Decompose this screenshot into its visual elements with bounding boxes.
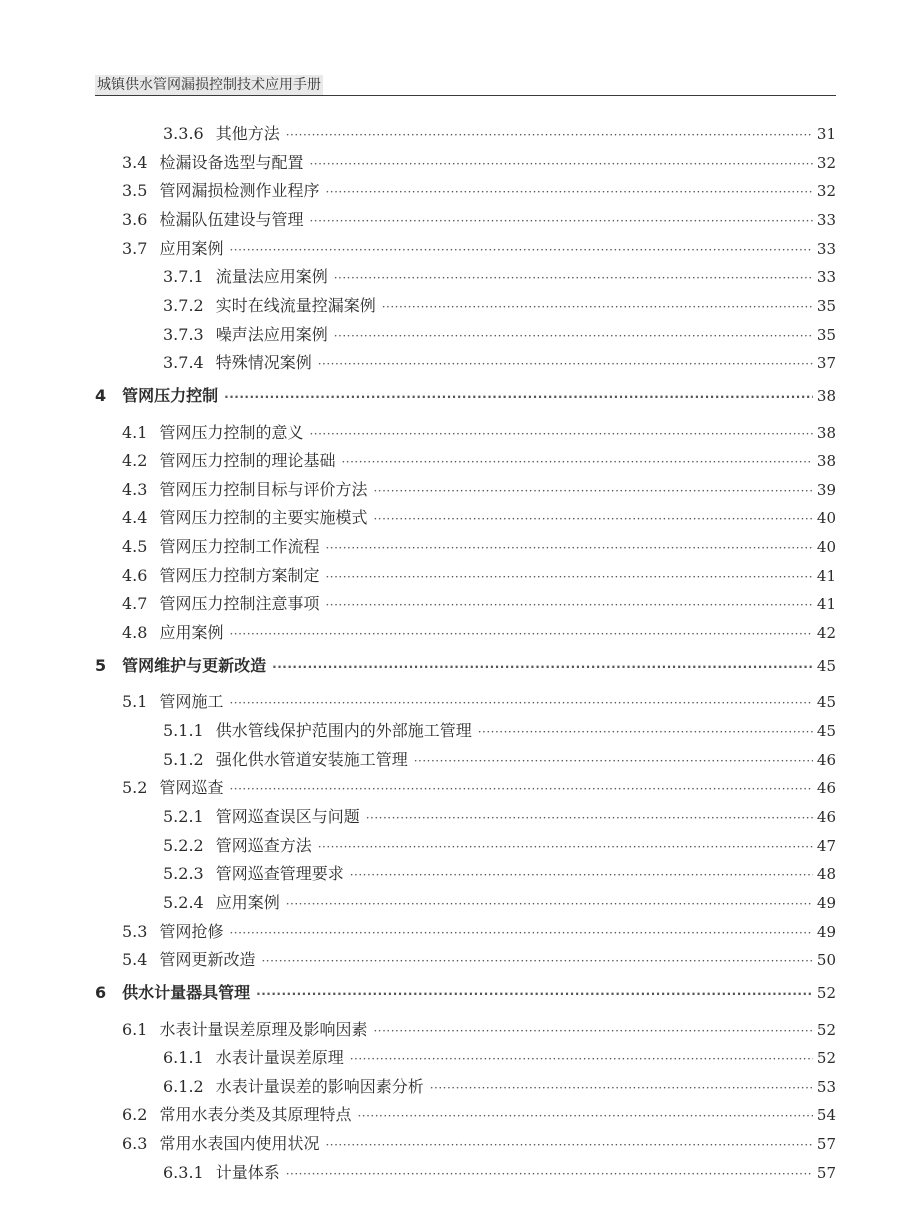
toc-leader-dots	[229, 690, 812, 716]
toc-entry-title: 强化供水管道安装施工管理	[215, 749, 408, 769]
toc-entry-page-number: 38	[816, 452, 836, 471]
toc-entry-number: 5.2.3	[163, 864, 204, 884]
running-header	[95, 75, 836, 96]
toc-leader-dots	[229, 621, 812, 647]
toc-section-entry[interactable]	[122, 505, 836, 531]
toc-subsection-entry[interactable]	[163, 322, 836, 348]
toc-entry-number: 5.2.1	[163, 806, 204, 826]
toc-entry-number: 6.3.1	[163, 1162, 204, 1182]
toc-entry-number: 3.7.3	[163, 324, 204, 344]
toc-entry-number: 5.1.2	[163, 749, 204, 769]
toc-entry-title: 噪声法应用案例	[215, 324, 328, 344]
toc-leader-dots	[373, 1018, 812, 1044]
toc-entry-title: 水表计量误差原理及影响因素	[159, 1019, 368, 1039]
toc-entry-page-number: 41	[816, 566, 836, 585]
toc-subsection-entry[interactable]	[163, 747, 836, 773]
toc-entry-page-number: 49	[816, 922, 836, 941]
toc-entry-number: 4.5	[122, 537, 148, 557]
toc-entry-title: 特殊情况案例	[215, 353, 312, 373]
toc-entry-number: 5.2.2	[163, 835, 204, 855]
toc-entry-page-number: 32	[816, 153, 836, 172]
toc-entry-title: 管网施工	[159, 692, 224, 712]
toc-entry-title: 管网压力控制	[122, 385, 219, 405]
toc-entry-number: 3.7.2	[163, 295, 204, 315]
toc-leader-dots	[350, 1046, 813, 1072]
toc-subsection-entry[interactable]	[163, 264, 836, 290]
toc-entry-page-number: 57	[816, 1135, 836, 1154]
toc-entry-number: 4.3	[122, 479, 148, 499]
toc-entry-page-number: 40	[816, 538, 836, 557]
toc-entry-page-number: 33	[816, 239, 836, 258]
toc-leader-dots	[325, 592, 812, 618]
toc-entry-page-number: 45	[816, 722, 836, 740]
toc-section-entry[interactable]	[122, 1131, 836, 1157]
toc-entry-page-number: 35	[816, 325, 836, 344]
toc-subsection-entry[interactable]	[163, 350, 836, 376]
toc-entry-title: 应用案例	[215, 892, 280, 912]
toc-entry-page-number: 47	[816, 836, 836, 855]
toc-entry-number: 6.2	[122, 1105, 148, 1125]
toc-leader-dots	[224, 384, 813, 410]
toc-section-entry[interactable]	[122, 207, 836, 233]
toc-entry-page-number: 46	[816, 779, 836, 798]
toc-leader-dots	[357, 1103, 812, 1129]
toc-section-entry[interactable]	[122, 420, 836, 446]
toc-leader-dots	[414, 748, 813, 774]
toc-entry-page-number: 39	[816, 480, 836, 499]
toc-entry-title: 常用水表国内使用状况	[159, 1134, 320, 1154]
toc-entry-title: 管网更新改造	[159, 950, 256, 970]
toc-entry-page-number: 42	[816, 624, 836, 643]
toc-leader-dots	[309, 421, 812, 447]
toc-entry-number: 4.8	[122, 623, 148, 643]
toc-entry-title: 供水管线保护范围内的外部施工管理	[215, 721, 472, 740]
toc-leader-dots	[341, 449, 812, 475]
toc-entry-number: 4.7	[122, 594, 148, 614]
toc-entry-page-number: 46	[816, 750, 836, 769]
toc-entry-title: 检漏设备选型与配置	[159, 152, 304, 172]
toc-subsection-entry[interactable]	[163, 804, 836, 830]
toc-section-entry[interactable]	[122, 178, 836, 204]
toc-entry-title: 应用案例	[159, 623, 224, 643]
toc-entry-title: 管网压力控制方案制定	[159, 565, 320, 585]
toc-entry-page-number: 38	[816, 386, 836, 405]
toc-subsection-entry[interactable]	[163, 861, 836, 887]
toc-entry-page-number: 54	[816, 1106, 836, 1125]
toc-leader-dots	[286, 1161, 813, 1187]
toc-entry-number: 5.2.4	[163, 892, 204, 912]
toc-entry-title: 流量法应用案例	[215, 267, 328, 287]
toc-leader-dots	[334, 265, 813, 291]
toc-entry-number: 6.1.2	[163, 1076, 204, 1096]
toc-entry-page-number: 57	[816, 1163, 836, 1182]
toc-entry-title: 管网压力控制注意事项	[159, 594, 320, 614]
toc-entry-page-number: 53	[816, 1077, 836, 1096]
toc-entry-number: 3.7	[122, 238, 148, 258]
toc-section-entry[interactable]	[122, 947, 836, 973]
toc-entry-page-number: 52	[816, 1020, 836, 1039]
toc-entry-title: 管网巡查管理要求	[215, 864, 344, 884]
toc-entry-page-number: 49	[816, 893, 836, 912]
toc-subsection-entry[interactable]	[163, 833, 836, 859]
toc-section-entry[interactable]	[122, 1017, 836, 1043]
toc-entry-number: 3.7.4	[163, 353, 204, 373]
toc-entry-page-number: 31	[816, 125, 836, 143]
toc-entry-page-number: 33	[816, 210, 836, 229]
toc-entry-number: 6.1	[122, 1019, 148, 1039]
toc-section-entry[interactable]	[122, 775, 836, 801]
toc-subsection-entry[interactable]	[163, 293, 836, 319]
toc-leader-dots	[366, 805, 813, 831]
toc-leader-dots	[382, 294, 813, 320]
toc-entry-number: 4.4	[122, 508, 148, 528]
toc-section-entry[interactable]	[122, 563, 836, 589]
toc-entry-page-number: 52	[816, 1049, 836, 1068]
toc-leader-dots	[325, 535, 812, 561]
toc-entry-title: 管网压力控制的主要实施模式	[159, 508, 368, 528]
toc-subsection-entry[interactable]	[163, 890, 836, 916]
toc-entry-number: 3.3.6	[163, 124, 204, 143]
toc-entry-number: 5.2	[122, 778, 148, 798]
toc-leader-dots	[286, 122, 813, 148]
toc-entry-title: 管网抢修	[159, 921, 224, 941]
toc-leader-dots	[318, 351, 813, 377]
toc-entry-page-number: 48	[816, 865, 836, 884]
toc-leader-dots	[373, 506, 812, 532]
toc-subsection-entry[interactable]	[163, 1160, 836, 1186]
toc-leader-dots	[309, 151, 812, 177]
toc-leader-dots	[373, 478, 812, 504]
toc-entry-number: 5.3	[122, 921, 148, 941]
toc-entry-number: 5.1	[122, 692, 148, 712]
toc-subsection-entry[interactable]	[163, 1074, 836, 1100]
toc-chapter-entry[interactable]	[95, 383, 836, 409]
toc-entry-title: 其他方法	[215, 124, 280, 143]
toc-entry-page-number: 52	[816, 983, 836, 1002]
toc-leader-dots	[334, 323, 813, 349]
toc-entry-title: 管网漏损检测作业程序	[159, 181, 320, 201]
toc-entry-page-number: 45	[816, 693, 836, 712]
toc-leader-dots	[261, 948, 812, 974]
toc-leader-dots	[256, 981, 813, 1007]
toc-entry-title: 常用水表分类及其原理特点	[159, 1105, 352, 1125]
toc-section-entry[interactable]	[122, 150, 836, 176]
toc-entry-title: 管网压力控制目标与评价方法	[159, 479, 368, 499]
toc-leader-dots	[272, 654, 813, 680]
toc-leader-dots	[229, 776, 812, 802]
toc-leader-dots	[229, 920, 812, 946]
toc-entry-page-number: 50	[816, 951, 836, 970]
toc-entry-number: 3.4	[122, 152, 148, 172]
toc-section-entry[interactable]	[122, 689, 836, 715]
toc-entry-title: 管网巡查	[159, 778, 224, 798]
toc-section-entry[interactable]	[122, 448, 836, 474]
toc-entry-number: 4.6	[122, 565, 148, 585]
toc-leader-dots	[229, 237, 812, 263]
toc-leader-dots	[325, 564, 812, 590]
toc-entry-number: 5	[95, 655, 107, 675]
toc-entry-number: 3.7.1	[163, 267, 204, 287]
toc-entry-title: 供水计量器具管理	[122, 982, 251, 1002]
toc-leader-dots	[309, 208, 812, 234]
toc-leader-dots	[286, 891, 813, 917]
toc-entry-number: 6.1.1	[163, 1048, 204, 1068]
toc-entry-number: 5.4	[122, 950, 148, 970]
toc-entry-number: 6	[95, 982, 107, 1002]
toc-entry-page-number: 41	[816, 595, 836, 614]
toc-leader-dots	[478, 719, 813, 745]
toc-entry-number: 4.2	[122, 451, 148, 471]
toc-entry-page-number: 32	[816, 182, 836, 201]
toc-entry-title: 水表计量误差的影响因素分析	[215, 1076, 424, 1096]
toc-entry-page-number: 38	[816, 423, 836, 442]
toc-entry-title: 管网巡查方法	[215, 835, 312, 855]
toc-entry-title: 管网压力控制的理论基础	[159, 451, 336, 471]
toc-entry-title: 管网压力控制的意义	[159, 422, 304, 442]
toc-leader-dots	[350, 862, 813, 888]
toc-subsection-entry[interactable]	[163, 1045, 836, 1071]
toc-section-entry[interactable]	[122, 620, 836, 646]
toc-entry-title: 管网巡查误区与问题	[215, 806, 360, 826]
toc-subsection-entry[interactable]	[163, 121, 836, 147]
toc-entry-title: 检漏队伍建设与管理	[159, 209, 304, 229]
toc-entry-page-number: 35	[816, 296, 836, 315]
toc-chapter-entry[interactable]	[95, 653, 836, 679]
toc-entry-page-number: 45	[816, 656, 836, 675]
book-title: 城镇供水管网漏损控制技术应用手册	[97, 77, 321, 93]
toc-entry-title: 实时在线流量控漏案例	[215, 295, 376, 315]
toc-entry-title: 计量体系	[215, 1162, 280, 1182]
toc-entry-title: 水表计量误差原理	[215, 1048, 344, 1068]
toc-entry-number: 4.1	[122, 422, 148, 442]
toc-entry-page-number: 33	[816, 268, 836, 287]
toc-entry-number: 3.5	[122, 181, 148, 201]
toc-chapter-entry[interactable]	[95, 980, 836, 1006]
toc-entry-title: 管网维护与更新改造	[122, 655, 267, 675]
toc-entry-number: 5.1.1	[163, 721, 204, 740]
toc-section-entry[interactable]	[122, 1102, 836, 1128]
toc-entry-number: 4	[95, 385, 107, 405]
toc-entry-number: 6.3	[122, 1134, 148, 1154]
toc-entry-number: 3.6	[122, 209, 148, 229]
toc-entry-title: 管网压力控制工作流程	[159, 537, 320, 557]
toc-section-entry[interactable]	[122, 477, 836, 503]
toc-entry-page-number: 46	[816, 807, 836, 826]
toc-section-entry[interactable]	[122, 919, 836, 945]
toc-section-entry[interactable]	[122, 591, 836, 617]
toc-leader-dots	[325, 1132, 812, 1158]
toc-section-entry[interactable]	[122, 534, 836, 560]
toc-leader-dots	[325, 179, 812, 205]
toc-section-entry[interactable]	[122, 236, 836, 262]
toc-entry-page-number: 37	[816, 354, 836, 373]
toc-entry-title: 应用案例	[159, 238, 224, 258]
toc-entry-page-number: 40	[816, 509, 836, 528]
toc-leader-dots	[430, 1075, 813, 1101]
toc-subsection-entry[interactable]	[163, 718, 836, 744]
toc-leader-dots	[318, 834, 813, 860]
